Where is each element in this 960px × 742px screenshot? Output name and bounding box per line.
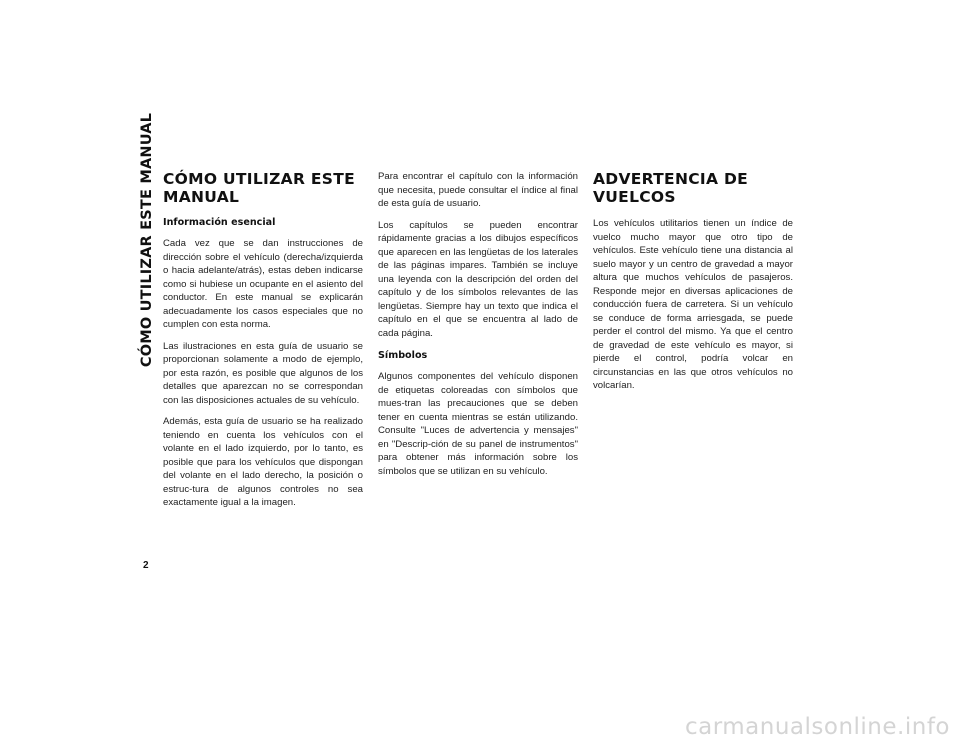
paragraph: Los vehículos utilitarios tienen un índice de vuelco mucho mayor que otro tipo de vehículos. Este vehículo tiene una distancia al suelo mayor y un centro de gravedad a mayor altura que muchos vehículos de pasajeros. Responde mejor en diversas aplicaciones de conducción fuera de carretera. Si un vehículo se conduce de forma arriesgada, se puede perder el control del mismo. Ya que el centro de gravedad de este vehículo es mayor, si pierde el control, podría volcar en circunstancias en las que otros vehículos no volcarían. [593, 218, 793, 391]
chapter-side-tab-label: CÓMO UTILIZAR ESTE MANUAL [139, 112, 155, 368]
paragraph: Además, esta guía de usuario se ha realizado teniendo en cuenta los vehículos con el volante en el lado izquierdo, por lo tanto, es posible que para los vehículos que dispongan del volante en el lado derecho, la posición o estruc-tura de algunos controles no sea exactamente igual a la imagen. [163, 416, 363, 508]
watermark: carmanualsonline.info [684, 714, 950, 740]
chapter-side-tab [137, 112, 157, 368]
column-middle [378, 170, 578, 486]
column-right [593, 170, 793, 401]
section-title-how-to-use: CÓMO UTILIZAR ESTE MANUAL [163, 170, 355, 206]
subsection-title-symbols: Símbolos [378, 350, 428, 361]
subsection-title-essential-info: Información esencial [163, 217, 276, 228]
paragraph: Algunos componentes del vehículo disponen de etiquetas coloreadas con símbolos que mues-tran las precauciones que se deben tener en cuenta mientras se están utilizando. Consulte "Luces de advertencia y mensajes" en "Descrip-ción de su panel de instrumentos" para obtener más información sobre los símbolos que se utilizan en su vehículo. [378, 371, 578, 477]
paragraph: Los capítulos se pueden encontrar rápidamente gracias a los dibujos específicos que aparecen en las lengüetas de los laterales de las páginas impares. También se incluye una leyenda con la descripción del orden del capítulo y de los símbolos relevantes de las lengüetas. Siempre hay un texto que indica el capítulo en el que se encuentra al lado de cada página. [378, 219, 578, 339]
paragraph: Para encontrar el capítulo con la información que necesita, puede consultar el índice al final de esta guía de usuario. [378, 171, 578, 209]
paragraph: Las ilustraciones en esta guía de usuario se proporcionan solamente a modo de ejemplo, por esta razón, es posible que algunos de los detalles que aparezcan no se correspondan con las disposiciones actuales de su vehículo. [163, 340, 363, 406]
page-number: 2 [143, 560, 149, 571]
column-left [163, 170, 363, 518]
paragraph: Cada vez que se dan instrucciones de dirección sobre el vehículo (derecha/izquierda o hacia adelante/atrás), estas deben indicarse como si hubiese un ocupante en el asiento del conductor. En este manual se explicarán adecuadamente los casos especiales que no cumplen con esta norma. [163, 238, 363, 330]
section-title-rollover-warning: ADVERTENCIA DE VUELCOS [593, 170, 749, 206]
